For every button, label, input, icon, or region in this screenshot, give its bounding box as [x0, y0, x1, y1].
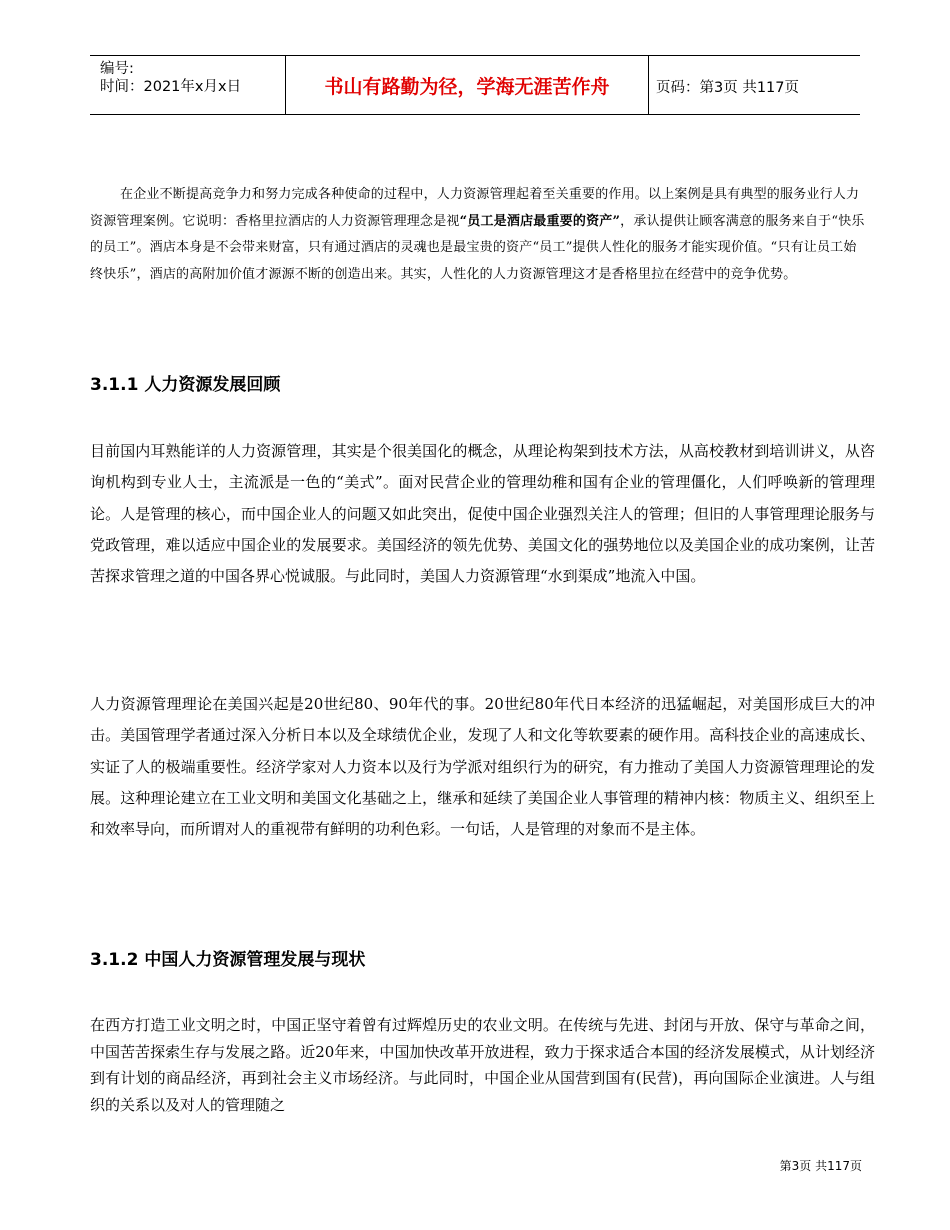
- header-meta: [90, 56, 285, 114]
- footer-page-number: 第3页 共117页: [779, 1159, 862, 1173]
- intro-paragraph: [90, 182, 865, 288]
- intro-text-1: 在企业不断提高竞争力和努力完成各种使命的过程中，人力资源管理起着至关重要的作用。以上案例是具有典型的服务业行人力资源管理案例。它说明：香格里拉酒店的人力资源管理理念是视: [90, 187, 860, 229]
- time-label: 时间：2021年x月x日: [100, 79, 242, 95]
- header-page-label: 页码：第3页 共117页: [656, 80, 800, 96]
- section-heading-3-1-1: 3.1.1 人力资源发展回顾: [90, 375, 281, 395]
- section1-paragraph-1: 目前国内耳熟能详的人力资源管理，其实是个很美国化的概念，从理论构架到技术方法，从高校教材到培训讲义，从咨询机构到专业人士，主流派是一色的“美式”。面对民营企业的管理幼稚和国有企业的管理僵化，人们呼唤新的管理理论。人是管理的核心，而中国企业人的问题又如此突出，促使中国企业强烈关注人的管理；但旧的人事管理理论服务与党政管理，难以适应中国企业的发展要求。美国经济的领先优势、美国文化的强势地位以及美国企业的成功案例，让苦苦探求管理之道的中国各界心悦诚服。与此同时，美国人力资源管理“水到渠成”地流入中国。: [90, 442, 875, 586]
- section1-paragraph-2: 人力资源管理理论在美国兴起是20世纪80、90年代的事。20世纪80年代日本经济的迅猛崛起，对美国形成巨大的冲击。美国管理学者通过深入分析日本以及全球绩优企业，发现了人和文化等软要素的硬作用。高科技企业的高速成长、实证了人的极端重要性。经济学家对人力资本以及行为学派对组织行为的研究，有力推动了美国人力资源管理理论的发展。这种理论建立在工业文明和美国文化基础之上，继承和延续了美国企业人事管理的精神内核：物质主义、组织至上和效率导向，而所谓对人的重视带有鲜明的功利色彩。一句话，人是管理的对象而不是主体。: [90, 695, 875, 839]
- header-motto: 书山有路勤为径，学海无涯苦作舟: [285, 56, 649, 114]
- section2-paragraph-1: 在西方打造工业文明之时，中国正坚守着曾有过辉煌历史的农业文明。在传统与先进、封闭与开放、保守与革命之间，中国苦苦探索生存与发展之路。近20年来，中国加快改革开放进程，致力于探求适合本国的经济发展模式，从计划经济到有计划的商品经济，再到社会主义市场经济。与此同时，中国企业从国营到国有(民营)，再向国际企业演进。人与组织的关系以及对人的管理随之: [90, 1016, 875, 1114]
- number-label: 编号:: [100, 61, 134, 77]
- section-heading-3-1-2: 3.1.2 中国人力资源管理发展与现状: [90, 950, 366, 970]
- intro-bold-quote: “员工是酒店最重要的资产”: [459, 213, 621, 229]
- page-header: [90, 55, 860, 115]
- intro-text-2: ，承认提供让顾客满意的服务来自于“快乐的员工”。酒店本身是不会带来财富，只有通过酒店的灵魂也是最宝贵的资产“员工”提供人性化的服务才能实现价值。“只有让员工始终快乐”，酒店的高附加价值才源源不断的创造出来。其实，人性化的人力资源管理这才是香格里拉在经营中的竞争优势。: [90, 213, 865, 282]
